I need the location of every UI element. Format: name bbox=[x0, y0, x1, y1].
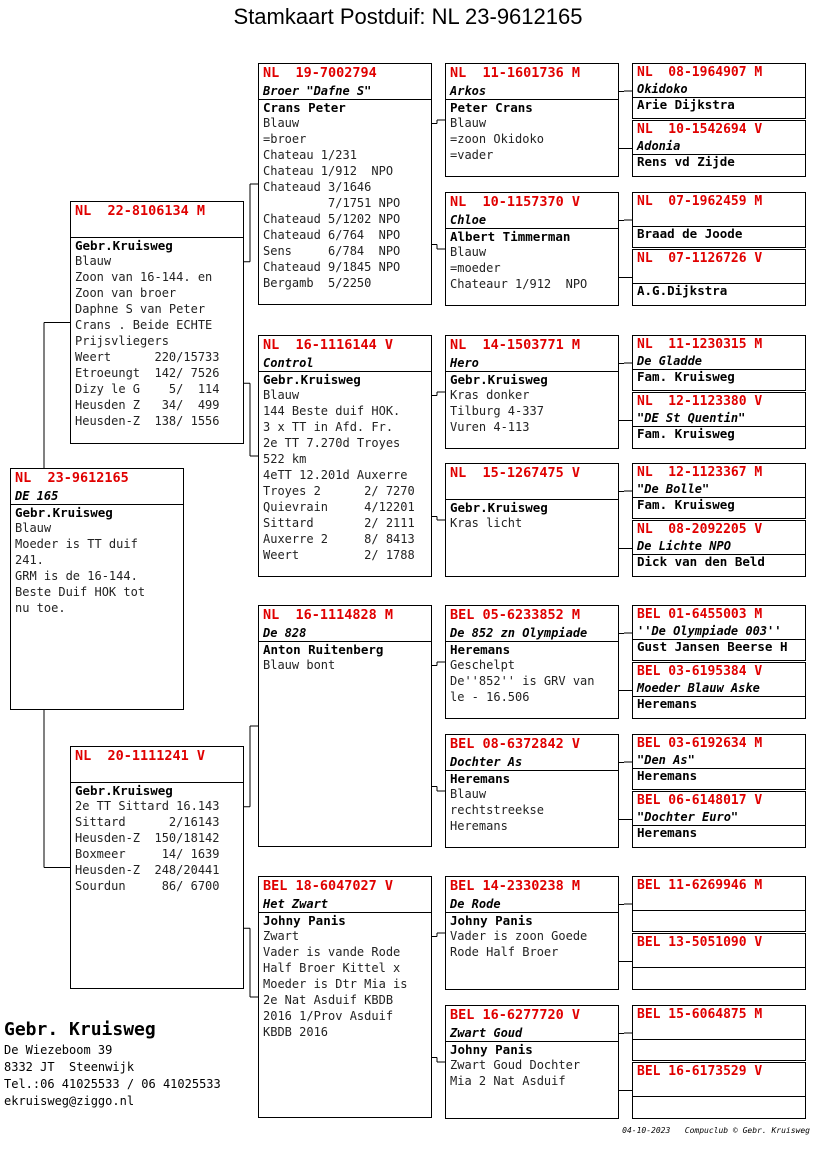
pigeon-detail-line: Crans . Beide ECHTE bbox=[75, 318, 213, 332]
pigeon-detail-line: Sens 6/784 NPO bbox=[263, 244, 401, 258]
pigeon-detail-line: Zoon van 16-144. en bbox=[75, 270, 213, 284]
breeder-name: Heremans bbox=[633, 825, 806, 840]
ring-number: BEL 16-6173529 V bbox=[637, 1064, 763, 1079]
ring-number: NL 12-1123380 V bbox=[637, 394, 763, 409]
pigeon-card bbox=[632, 192, 806, 248]
page-title: Stamkaart Postduif: NL 23-9612165 bbox=[233, 4, 583, 29]
pigeon-detail-line: Geschelpt bbox=[450, 658, 516, 672]
pigeon-detail-line: Zoon van broer bbox=[75, 286, 177, 300]
pigeon-name: "Dochter Euro" bbox=[637, 810, 739, 824]
breeder-name: Crans Peter bbox=[259, 99, 432, 115]
pigeon-name: "Den As" bbox=[637, 753, 695, 767]
pigeon-name bbox=[633, 268, 805, 283]
ring-number: NL 16-1116144 V bbox=[263, 337, 394, 353]
pigeon-name bbox=[633, 1024, 805, 1039]
owner-info bbox=[4, 1018, 221, 1110]
pigeon-card bbox=[632, 1062, 806, 1119]
pigeon-name: De 852 zn Olympiade bbox=[450, 626, 588, 640]
pigeon-detail-line: 2016 1/Prov Asduif bbox=[263, 1009, 394, 1023]
pigeon-detail-line: Moeder is Dtr Mia is bbox=[263, 977, 408, 991]
pigeon-card bbox=[445, 192, 619, 306]
pigeon-name: Arkos bbox=[450, 84, 487, 98]
ring-number: BEL 01-6455003 M bbox=[637, 607, 763, 622]
ring-number: BEL 14-2330238 M bbox=[450, 878, 581, 894]
breeder-name: Johny Panis bbox=[446, 1041, 619, 1057]
breeder-name bbox=[633, 1039, 806, 1040]
pigeon-detail-line: Daphne S van Peter bbox=[75, 302, 206, 316]
ring-number: NL 19-7002794 bbox=[263, 65, 377, 81]
pigeon-detail-line: Chateaud 5/1202 NPO bbox=[263, 212, 401, 226]
pigeon-name: "De Bolle" bbox=[637, 482, 710, 496]
ring-number: NL 10-1542694 V bbox=[637, 122, 763, 137]
owner-address: De Wiezeboom 39 bbox=[4, 1043, 113, 1057]
pigeon-card bbox=[258, 63, 432, 305]
pigeon-card bbox=[445, 63, 619, 177]
breeder-name: Albert Timmerman bbox=[446, 228, 619, 244]
ring-number: NL 07-1126726 V bbox=[637, 251, 763, 266]
ring-number: BEL 08-6372842 V bbox=[450, 736, 581, 752]
pigeon-detail-line: 2e TT Sittard 16.143 bbox=[75, 799, 220, 813]
pigeon-detail-line: Kras licht bbox=[450, 516, 523, 530]
ring-number: BEL 03-6195384 V bbox=[637, 664, 763, 679]
pigeon-detail-line: Heusden Z 34/ 499 bbox=[75, 398, 220, 412]
pigeon-name bbox=[633, 211, 805, 226]
ring-number: NL 15-1267475 V bbox=[450, 465, 581, 481]
pigeon-name: Okidoko bbox=[637, 82, 688, 96]
pigeon-detail-line: =zoon Okidoko bbox=[450, 132, 544, 146]
ring-number: BEL 06-6148017 V bbox=[637, 793, 763, 808]
pigeon-name bbox=[446, 483, 618, 499]
pigeon-name: Broer "Dafne S" bbox=[263, 84, 372, 98]
pigeon-detail-line: 7/1751 NPO bbox=[263, 196, 401, 210]
breeder-name: Fam. Kruisweg bbox=[633, 497, 806, 512]
pigeon-detail-line: KBDB 2016 bbox=[263, 1025, 329, 1039]
pigeon-detail-line: Prijsvliegers bbox=[75, 334, 169, 348]
ring-number: BEL 13-5051090 V bbox=[637, 935, 763, 950]
breeder-name: Anton Ruitenberg bbox=[259, 641, 432, 657]
pigeon-detail-line: Vuren 4-113 bbox=[450, 420, 530, 434]
pigeon-detail-line: Bergamb 5/2250 bbox=[263, 276, 372, 290]
ring-number: NL 11-1601736 M bbox=[450, 65, 581, 81]
pigeon-name bbox=[71, 221, 243, 237]
pigeon-detail-line: Boxmeer 14/ 1639 bbox=[75, 847, 220, 861]
pigeon-detail-line: Dizy le G 5/ 114 bbox=[75, 382, 220, 396]
pigeon-detail-line: Zwart bbox=[263, 929, 300, 943]
ring-number: NL 08-2092205 V bbox=[637, 522, 763, 537]
pigeon-detail-line: Blauw bbox=[263, 116, 300, 130]
breeder-name: Heremans bbox=[446, 770, 619, 786]
pigeon-name: Moeder Blauw Aske bbox=[637, 681, 760, 695]
ring-number: BEL 05-6233852 M bbox=[450, 607, 581, 623]
ring-number: NL 16-1114828 M bbox=[263, 607, 394, 623]
pigeon-detail-line: Sittard 2/16143 bbox=[75, 815, 220, 829]
breeder-name bbox=[633, 1096, 806, 1097]
pigeon-detail-line: Etroeungt 142/ 7526 bbox=[75, 366, 220, 380]
pigeon-detail-line: Heusden-Z 248/20441 bbox=[75, 863, 220, 877]
pigeon-card bbox=[445, 734, 619, 848]
breeder-name: Gebr.Kruisweg bbox=[446, 499, 619, 515]
pigeon-name: Control bbox=[263, 356, 314, 370]
pigeon-detail-line: nu toe. bbox=[15, 601, 66, 615]
owner-city: 8332 JT Steenwijk bbox=[4, 1060, 135, 1074]
pigeon-card bbox=[445, 463, 619, 577]
breeder-name: Fam. Kruisweg bbox=[633, 369, 806, 384]
breeder-name: Gebr.Kruisweg bbox=[11, 504, 184, 520]
pigeon-detail-line: Blauw bbox=[450, 245, 487, 259]
pigeon-detail-line: Tilburg 4-337 bbox=[450, 404, 544, 418]
pigeon-detail-line: 522 km bbox=[263, 452, 307, 466]
pigeon-detail-line: Blauw bbox=[263, 388, 300, 402]
pigeon-detail-line: Blauw bbox=[450, 116, 487, 130]
print-date: 04-10-2023 bbox=[622, 1126, 671, 1135]
breeder-name: Gebr.Kruisweg bbox=[446, 371, 619, 387]
breeder-name: Johny Panis bbox=[446, 912, 619, 928]
pigeon-card bbox=[632, 791, 806, 848]
pigeon-card bbox=[632, 605, 806, 661]
pigeon-name: De Rode bbox=[450, 897, 501, 911]
pigeon-card bbox=[445, 335, 619, 449]
pigeon-detail-line: 4eTT 12.201d Auxerre bbox=[263, 468, 408, 482]
pigeon-name: Hero bbox=[450, 356, 479, 370]
ring-number: NL 11-1230315 M bbox=[637, 337, 763, 352]
pigeon-card bbox=[632, 249, 806, 306]
pigeon-detail-line: Weert 220/15733 bbox=[75, 350, 220, 364]
pigeon-detail-line: Mia 2 Nat Asduif bbox=[450, 1074, 566, 1088]
breeder-name: Peter Crans bbox=[446, 99, 619, 115]
breeder-name: Braad de Joode bbox=[633, 226, 806, 241]
pigeon-name bbox=[71, 766, 243, 782]
breeder-name: Heremans bbox=[633, 696, 806, 711]
pigeon-detail-line: De''852'' is GRV van bbox=[450, 674, 595, 688]
ring-number: NL 14-1503771 M bbox=[450, 337, 581, 353]
pigeon-name: De Lichte NPO bbox=[637, 539, 731, 553]
pigeon-name: "DE St Quentin" bbox=[637, 411, 746, 425]
pigeon-detail-line: Beste Duif HOK tot bbox=[15, 585, 146, 599]
pigeon-card bbox=[632, 520, 806, 577]
owner-email: ekruisweg@ziggo.nl bbox=[4, 1094, 135, 1108]
pigeon-card bbox=[258, 876, 432, 1118]
pigeon-detail-line: Vader is zoon Goede bbox=[450, 929, 588, 943]
pigeon-card bbox=[445, 605, 619, 719]
pigeon-detail-line: le - 16.506 bbox=[450, 690, 530, 704]
pigeon-card bbox=[632, 1005, 806, 1061]
breeder-name: Gebr.Kruisweg bbox=[71, 782, 244, 798]
breeder-name: Heremans bbox=[633, 768, 806, 783]
pigeon-detail-line: 144 Beste duif HOK. bbox=[263, 404, 401, 418]
pigeon-detail-line: Half Broer Kittel x bbox=[263, 961, 401, 975]
pigeon-detail-line: Blauw bont bbox=[263, 658, 336, 672]
pigeon-card bbox=[632, 463, 806, 519]
breeder-name: Fam. Kruisweg bbox=[633, 426, 806, 441]
pigeon-detail-line: Sittard 2/ 2111 bbox=[263, 516, 415, 530]
pigeon-card bbox=[445, 876, 619, 990]
pigeon-card bbox=[632, 335, 806, 391]
breeder-name: Gebr.Kruisweg bbox=[71, 237, 244, 253]
footer bbox=[622, 1126, 810, 1135]
pigeon-detail-line: Blauw bbox=[450, 787, 487, 801]
ring-number: NL 20-1111241 V bbox=[75, 748, 206, 764]
pigeon-card bbox=[632, 933, 806, 990]
software-credit: Compuclub © Gebr. Kruisweg bbox=[684, 1126, 810, 1135]
pigeon-detail-line: 241. bbox=[15, 553, 44, 567]
ring-number: BEL 11-6269946 M bbox=[637, 878, 763, 893]
owner-phone: Tel.:06 41025533 / 06 41025533 bbox=[4, 1077, 221, 1091]
pigeon-detail-line: 2e Nat Asduif KBDB bbox=[263, 993, 394, 1007]
pigeon-name: De 828 bbox=[263, 626, 307, 640]
pigeon-detail-line: 2e TT 7.270d Troyes bbox=[263, 436, 401, 450]
pigeon-name: Zwart Goud bbox=[450, 1026, 523, 1040]
ring-number: BEL 16-6277720 V bbox=[450, 1007, 581, 1023]
breeder-name bbox=[633, 910, 806, 911]
pigeon-detail-line: =vader bbox=[450, 148, 494, 162]
pigeon-detail-line: Chateaud 9/1845 NPO bbox=[263, 260, 401, 274]
breeder-name: Rens vd Zijde bbox=[633, 154, 806, 169]
pigeon-detail-line: rechtstreekse bbox=[450, 803, 544, 817]
pigeon-card bbox=[70, 746, 244, 989]
pigeon-name: DE 165 bbox=[15, 489, 59, 503]
pigeon-name: Adonia bbox=[637, 139, 681, 153]
pigeon-detail-line: Heremans bbox=[450, 819, 508, 833]
pigeon-name: De Gladde bbox=[637, 354, 703, 368]
pigeon-detail-line: =moeder bbox=[450, 261, 501, 275]
pigeon-card bbox=[632, 120, 806, 177]
pigeon-detail-line: Chateaud 3/1646 bbox=[263, 180, 372, 194]
pigeon-detail-line: Heusden-Z 150/18142 bbox=[75, 831, 220, 845]
ring-number: NL 07-1962459 M bbox=[637, 194, 763, 209]
breeder-name: Gust Jansen Beerse H bbox=[633, 639, 806, 654]
pigeon-card bbox=[70, 201, 244, 444]
breeder-name bbox=[633, 967, 806, 968]
pigeon-detail-line: Chateaur 1/912 NPO bbox=[450, 277, 588, 291]
breeder-name: Arie Dijkstra bbox=[633, 97, 806, 112]
ring-number: BEL 18-6047027 V bbox=[263, 878, 394, 894]
pigeon-detail-line: Heusden-Z 138/ 1556 bbox=[75, 414, 220, 428]
pigeon-detail-line: Chateau 1/912 NPO bbox=[263, 164, 394, 178]
pigeon-detail-line: 3 x TT in Afd. Fr. bbox=[263, 420, 394, 434]
pigeon-card bbox=[258, 335, 432, 577]
pigeon-detail-line: Moeder is TT duif bbox=[15, 537, 138, 551]
ring-number: NL 08-1964907 M bbox=[637, 65, 763, 80]
pigeon-name: Dochter As bbox=[450, 755, 523, 769]
pigeon-detail-line: =broer bbox=[263, 132, 307, 146]
breeder-name: Dick van den Beld bbox=[633, 554, 806, 569]
pigeon-name bbox=[633, 895, 805, 910]
pigeon-name: Chloe bbox=[450, 213, 487, 227]
pigeon-card bbox=[632, 876, 806, 932]
pigeon-detail-line: Blauw bbox=[15, 521, 52, 535]
pigeon-detail-line: Sourdun 86/ 6700 bbox=[75, 879, 220, 893]
pigeon-card bbox=[632, 662, 806, 719]
ring-number: NL 10-1157370 V bbox=[450, 194, 581, 210]
breeder-name: Johny Panis bbox=[259, 912, 432, 928]
breeder-name: Heremans bbox=[446, 641, 619, 657]
pigeon-detail-line: GRM is de 16-144. bbox=[15, 569, 138, 583]
pigeon-card bbox=[445, 1005, 619, 1119]
pigeon-detail-line: Weert 2/ 1788 bbox=[263, 548, 415, 562]
pigeon-detail-line: Kras donker bbox=[450, 388, 530, 402]
pigeon-card bbox=[632, 734, 806, 790]
pigeon-card bbox=[632, 392, 806, 449]
pigeon-detail-line: Vader is vande Rode bbox=[263, 945, 401, 959]
breeder-name: Gebr.Kruisweg bbox=[259, 371, 432, 387]
pigeon-name bbox=[633, 1081, 805, 1096]
pigeon-card bbox=[258, 605, 432, 847]
pigeon-detail-line: Zwart Goud Dochter bbox=[450, 1058, 581, 1072]
pigeon-card bbox=[632, 63, 806, 119]
ring-number: NL 23-9612165 bbox=[15, 470, 129, 486]
pigeon-detail-line: Rode Half Broer bbox=[450, 945, 559, 959]
pigeon-detail-line: Chateau 1/231 bbox=[263, 148, 357, 162]
pigeon-name bbox=[633, 952, 805, 967]
ring-number: BEL 15-6064875 M bbox=[637, 1007, 763, 1022]
pigeon-name: Het Zwart bbox=[263, 897, 329, 911]
pigeon-detail-line: Chateaud 6/764 NPO bbox=[263, 228, 401, 242]
ring-number: BEL 03-6192634 M bbox=[637, 736, 763, 751]
breeder-name: A.G.Dijkstra bbox=[633, 283, 806, 298]
pigeon-name: ''De Olympiade 003'' bbox=[637, 624, 782, 638]
pigeon-detail-line: Quievrain 4/12201 bbox=[263, 500, 415, 514]
pigeon-detail-line: Troyes 2 2/ 7270 bbox=[263, 484, 415, 498]
pigeon-detail-line: Auxerre 2 8/ 8413 bbox=[263, 532, 415, 546]
ring-number: NL 22-8106134 M bbox=[75, 203, 206, 219]
pigeon-card bbox=[10, 468, 184, 710]
owner-name: Gebr. Kruisweg bbox=[4, 1019, 156, 1040]
ring-number: NL 12-1123367 M bbox=[637, 465, 763, 480]
pigeon-detail-line: Blauw bbox=[75, 254, 112, 268]
